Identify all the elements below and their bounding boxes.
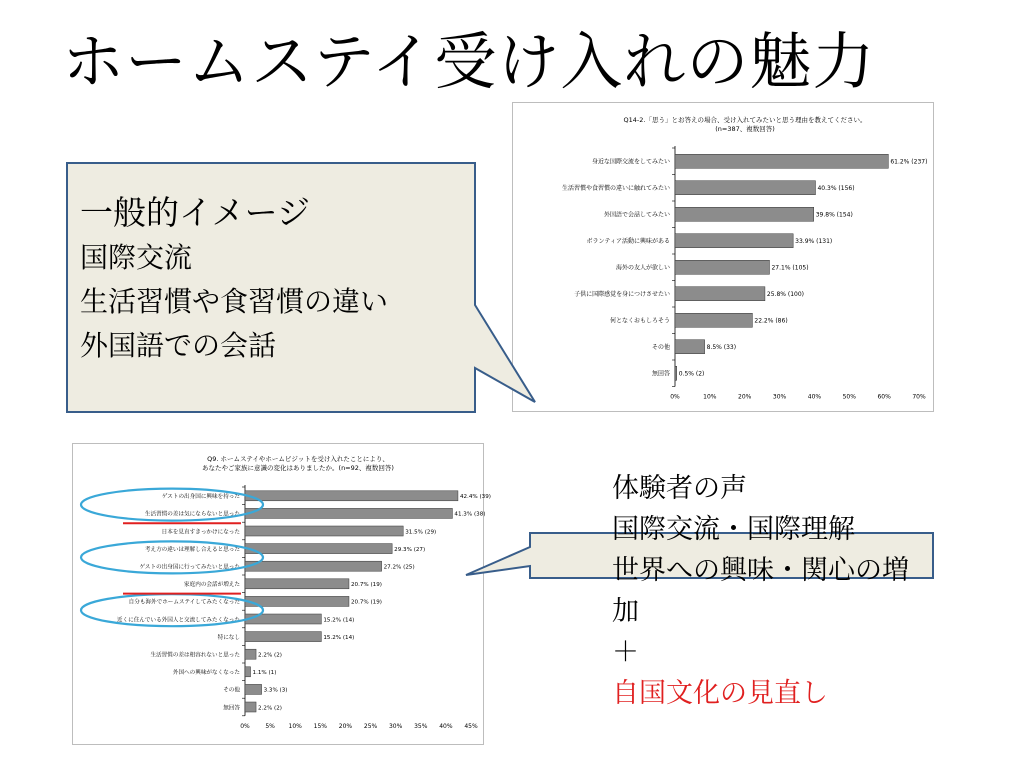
callout-heading: 一般的イメージ: [80, 193, 311, 232]
voices-line: 国際交流・国際理解: [612, 514, 855, 545]
x-tick-label: 50%: [842, 393, 856, 401]
category-label: 外国への興味がなくなった: [172, 670, 240, 677]
callout-line: 外国語での会話: [80, 329, 277, 362]
x-tick-label: 20%: [338, 722, 353, 730]
data-label: 20.7% (19): [350, 599, 382, 606]
category-label: 日本を見直すきっかけになった: [161, 529, 240, 536]
x-tick-label: 30%: [388, 722, 403, 730]
data-label: 1.1% (1): [252, 670, 277, 677]
category-label: 何となくおもしろそう: [609, 317, 670, 325]
x-tick-label: 40%: [807, 393, 822, 401]
data-label: 27.1% (105): [771, 264, 809, 272]
category-label: ゲストの出身国に行ってみたいと思った: [139, 564, 240, 571]
category-label: 生活習慣の差は気にならないと思った: [144, 511, 240, 518]
data-label: 0.5% (2): [678, 370, 705, 378]
category-label: 家庭内の会話が増えた: [184, 582, 240, 589]
callout-line: 国際交流: [80, 241, 193, 274]
data-label: 2.2% (2): [258, 705, 282, 712]
data-label: 2.2% (2): [258, 652, 282, 659]
data-label: 33.9% (131): [795, 238, 833, 246]
x-tick-label: 70%: [912, 393, 926, 401]
category-label: その他: [223, 687, 240, 694]
data-label: 20.7% (19): [350, 582, 382, 589]
voices-text: [612, 468, 1012, 714]
data-label: 3.3% (3): [263, 687, 288, 694]
x-tick-label: 20%: [738, 393, 752, 401]
category-label: 子供に国際感覚を身につけさせたい: [574, 291, 670, 299]
x-tick-label: 10%: [288, 722, 302, 730]
category-label: 考え方の違いは理解し合えると思った: [144, 546, 240, 553]
category-label: 海外の友人が欲しい: [615, 264, 670, 272]
callout-line: 生活習慣や食習慣の違い: [80, 285, 389, 318]
slide-title: ホームステイ受け入れの魅力: [62, 25, 876, 98]
x-tick-label: 15%: [313, 722, 328, 730]
data-label: 39.8% (154): [815, 211, 853, 219]
voices-highlight: 自国文化の見直し: [612, 678, 828, 709]
data-label: 61.2% (237): [890, 158, 928, 166]
category-label: 無回答: [651, 370, 670, 378]
category-label: ボランティア活動に興味がある: [586, 238, 670, 246]
x-tick-label: 40%: [439, 722, 453, 730]
voices-heading: 体験者の声: [612, 473, 747, 504]
x-tick-label: 35%: [414, 722, 428, 730]
data-label: 27.2% (25): [383, 564, 415, 571]
x-tick-label: 0%: [240, 722, 250, 730]
data-label: 41.3% (38): [454, 511, 486, 518]
chart-subtitle: (n=387、複数回答): [715, 125, 775, 133]
data-label: 42.4% (39): [459, 494, 491, 501]
data-label: 15.2% (14): [323, 634, 355, 641]
data-label: 25.8% (100): [766, 291, 805, 299]
x-tick-label: 45%: [464, 722, 478, 730]
category-label: 外国語で会話してみたい: [603, 211, 670, 219]
chart-subtitle: あなたやご家族に意識の変化はありましたか。(n=92、複数回答): [202, 464, 394, 472]
x-tick-label: 10%: [703, 393, 717, 401]
category-label: 無回答: [223, 705, 240, 712]
chart-title: Q9. ホームステイやホームビジットを受け入れたことにより、: [207, 455, 389, 463]
callout-general-text: [80, 190, 480, 368]
category-label: その他: [651, 344, 670, 352]
chart-title: Q14-2.「思う」とお答えの場合、受け入れてみたいと思う理由を教えてください。: [623, 116, 867, 124]
category-label: 生活習慣の差は相容れないと思った: [150, 652, 240, 659]
data-label: 31.5% (29): [405, 529, 437, 536]
category-label: 特になし: [217, 634, 240, 641]
x-tick-label: 0%: [670, 393, 680, 401]
data-label: 40.3% (156): [817, 185, 855, 193]
voices-line: 加: [612, 596, 639, 627]
data-label: 15.2% (14): [323, 617, 355, 624]
category-label: ゲストの出身国に興味を持った: [161, 494, 240, 501]
x-tick-label: 5%: [265, 722, 275, 730]
data-label: 8.5% (33): [706, 344, 737, 352]
category-label: 生活習慣や食習慣の違いに触れてみたい: [561, 185, 670, 193]
data-label: 22.2% (86): [754, 317, 788, 325]
voices-plus: ＋: [612, 637, 639, 668]
category-label: 近くに住んでいる外国人と交流してみたくなった: [116, 617, 240, 624]
voices-line: 世界への興味・関心の増: [612, 555, 909, 586]
x-tick-label: 25%: [363, 722, 378, 730]
x-tick-label: 60%: [877, 393, 891, 401]
category-label: 自分も海外でホームステイしてみたくなった: [128, 599, 240, 606]
x-tick-label: 30%: [772, 393, 787, 401]
data-label: 29.3% (27): [394, 546, 426, 553]
category-label: 身近な国際交流をしてみたい: [591, 158, 670, 166]
